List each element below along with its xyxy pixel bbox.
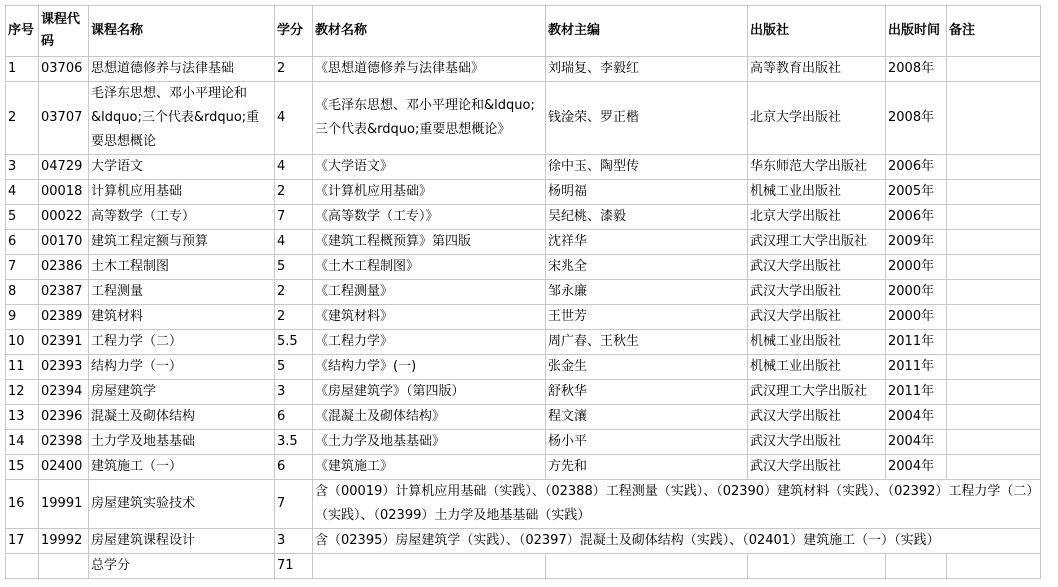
cell-name: 大学语文 bbox=[89, 155, 275, 180]
cell-publisher: 武汉理工大学出版社 bbox=[748, 380, 886, 405]
cell-publisher: 机械工业出版社 bbox=[748, 180, 886, 205]
cell-code: 19991 bbox=[39, 480, 89, 529]
cell-credit: 5.5 bbox=[275, 330, 313, 355]
cell-date: 2009年 bbox=[886, 230, 947, 255]
cell-credit: 4 bbox=[275, 155, 313, 180]
cell-credit: 2 bbox=[275, 180, 313, 205]
cell-code: 02391 bbox=[39, 330, 89, 355]
cell-book: 《建筑材料》 bbox=[313, 305, 546, 330]
header-editor: 教材主编 bbox=[546, 6, 748, 57]
cell-book: 《房屋建筑学》（第四版） bbox=[313, 380, 546, 405]
cell-publisher: 机械工业出版社 bbox=[748, 330, 886, 355]
cell-no bbox=[6, 554, 39, 579]
cell-editor bbox=[546, 554, 748, 579]
cell-credit: 7 bbox=[275, 480, 313, 529]
cell-book: 《土木工程制图》 bbox=[313, 255, 546, 280]
cell-credit: 7 bbox=[275, 205, 313, 230]
cell-book: 《结构力学》(一) bbox=[313, 355, 546, 380]
cell-editor: 舒秋华 bbox=[546, 380, 748, 405]
cell-no: 14 bbox=[6, 430, 39, 455]
table-row bbox=[6, 82, 1041, 155]
cell-date: 2004年 bbox=[886, 430, 947, 455]
cell-remark bbox=[947, 82, 1041, 155]
cell-name: 房屋建筑实验技术 bbox=[89, 480, 275, 529]
cell-code: 03706 bbox=[39, 57, 89, 82]
cell-name: 工程力学（二） bbox=[89, 330, 275, 355]
cell-no: 8 bbox=[6, 280, 39, 305]
cell-editor: 吴纪桃、漆毅 bbox=[546, 205, 748, 230]
cell-code: 02387 bbox=[39, 280, 89, 305]
cell-no: 15 bbox=[6, 455, 39, 480]
cell-name: 高等数学（工专） bbox=[89, 205, 275, 230]
cell-credit: 5 bbox=[275, 255, 313, 280]
cell-name: 毛泽东思想、邓小平理论和&ldquo;三个代表&rdquo;重要思想概论 bbox=[89, 82, 275, 155]
cell-publisher: 华东师范大学出版社 bbox=[748, 155, 886, 180]
table-row bbox=[6, 330, 1041, 355]
course-table bbox=[5, 5, 1041, 579]
cell-credit: 2 bbox=[275, 57, 313, 82]
cell-remark bbox=[947, 180, 1041, 205]
cell-no: 7 bbox=[6, 255, 39, 280]
cell-book: 《混凝土及砌体结构》 bbox=[313, 405, 546, 430]
table-row bbox=[6, 380, 1041, 405]
cell-publisher: 北京大学出版社 bbox=[748, 205, 886, 230]
cell-book: 《高等数学（工专）》 bbox=[313, 205, 546, 230]
cell-code bbox=[39, 554, 89, 579]
cell-credit: 3 bbox=[275, 380, 313, 405]
cell-date: 2011年 bbox=[886, 380, 947, 405]
cell-date: 2005年 bbox=[886, 180, 947, 205]
cell-credit: 3 bbox=[275, 529, 313, 554]
cell-no: 11 bbox=[6, 355, 39, 380]
cell-date: 2006年 bbox=[886, 155, 947, 180]
cell-editor: 王世芳 bbox=[546, 305, 748, 330]
cell-no: 17 bbox=[6, 529, 39, 554]
cell-book: 《工程力学》 bbox=[313, 330, 546, 355]
cell-code: 02389 bbox=[39, 305, 89, 330]
table-row bbox=[6, 155, 1041, 180]
cell-remark bbox=[947, 280, 1041, 305]
cell-code: 04729 bbox=[39, 155, 89, 180]
cell-code: 02400 bbox=[39, 455, 89, 480]
cell-name: 房屋建筑学 bbox=[89, 380, 275, 405]
header-publisher: 出版社 bbox=[748, 6, 886, 57]
cell-name: 建筑材料 bbox=[89, 305, 275, 330]
cell-code: 02393 bbox=[39, 355, 89, 380]
cell-name: 土力学及地基基础 bbox=[89, 430, 275, 455]
cell-no: 1 bbox=[6, 57, 39, 82]
cell-remark bbox=[947, 255, 1041, 280]
table-row bbox=[6, 57, 1041, 82]
cell-code: 03707 bbox=[39, 82, 89, 155]
header-book: 教材名称 bbox=[313, 6, 546, 57]
cell-editor: 杨小平 bbox=[546, 430, 748, 455]
cell-no: 13 bbox=[6, 405, 39, 430]
table-row bbox=[6, 230, 1041, 255]
cell-book: 《建筑施工》 bbox=[313, 455, 546, 480]
cell-publisher: 北京大学出版社 bbox=[748, 82, 886, 155]
total-label: 总学分 bbox=[89, 554, 275, 579]
cell-remark bbox=[947, 155, 1041, 180]
cell-credit: 2 bbox=[275, 305, 313, 330]
cell-name: 建筑施工（一） bbox=[89, 455, 275, 480]
cell-no: 4 bbox=[6, 180, 39, 205]
table-row bbox=[6, 305, 1041, 330]
table-row bbox=[6, 205, 1041, 230]
cell-remark bbox=[947, 430, 1041, 455]
cell-book: 《思想道德修养与法律基础》 bbox=[313, 57, 546, 82]
cell-no: 12 bbox=[6, 380, 39, 405]
cell-date: 2000年 bbox=[886, 305, 947, 330]
cell-book: 《毛泽东思想、邓小平理论和&ldquo;三个代表&rdquo;重要思想概论》 bbox=[313, 82, 546, 155]
cell-editor: 周广春、王秋生 bbox=[546, 330, 748, 355]
table-row bbox=[6, 355, 1041, 380]
cell-remark bbox=[947, 305, 1041, 330]
cell-book: 《大学语文》 bbox=[313, 155, 546, 180]
cell-code: 02398 bbox=[39, 430, 89, 455]
cell-publisher: 高等教育出版社 bbox=[748, 57, 886, 82]
cell-code: 02394 bbox=[39, 380, 89, 405]
cell-code: 00018 bbox=[39, 180, 89, 205]
cell-remark bbox=[947, 230, 1041, 255]
cell-publisher: 武汉大学出版社 bbox=[748, 280, 886, 305]
cell-remark bbox=[947, 405, 1041, 430]
cell-code: 02386 bbox=[39, 255, 89, 280]
table-row bbox=[6, 180, 1041, 205]
cell-code: 00022 bbox=[39, 205, 89, 230]
cell-editor: 宋兆全 bbox=[546, 255, 748, 280]
cell-date: 2004年 bbox=[886, 405, 947, 430]
cell-editor: 张金生 bbox=[546, 355, 748, 380]
cell-remark bbox=[947, 330, 1041, 355]
cell-publisher: 武汉理工大学出版社 bbox=[748, 230, 886, 255]
cell-date: 2000年 bbox=[886, 280, 947, 305]
cell-remark bbox=[947, 380, 1041, 405]
cell-code: 00170 bbox=[39, 230, 89, 255]
cell-remark bbox=[947, 554, 1041, 579]
header-name: 课程名称 bbox=[89, 6, 275, 57]
cell-no: 5 bbox=[6, 205, 39, 230]
cell-book: 《工程测量》 bbox=[313, 280, 546, 305]
cell-publisher: 武汉大学出版社 bbox=[748, 455, 886, 480]
cell-publisher: 武汉大学出版社 bbox=[748, 405, 886, 430]
cell-credit: 5 bbox=[275, 355, 313, 380]
cell-remark bbox=[947, 455, 1041, 480]
cell-credit: 6 bbox=[275, 455, 313, 480]
table-row bbox=[6, 480, 1041, 529]
cell-editor: 邹永廉 bbox=[546, 280, 748, 305]
header-remark: 备注 bbox=[947, 6, 1041, 57]
cell-date: 2006年 bbox=[886, 205, 947, 230]
cell-date bbox=[886, 554, 947, 579]
table-header-row bbox=[6, 6, 1041, 57]
cell-note: 含（00019）计算机应用基础（实践）、（02388）工程测量（实践）、（02390）建筑材料（实践）、（02392）工程力学（二）（实践）、（02399）土力学及地基基础（实践） bbox=[313, 480, 1041, 529]
cell-date: 2008年 bbox=[886, 82, 947, 155]
header-no: 序号 bbox=[6, 6, 39, 57]
cell-editor: 徐中玉、陶型传 bbox=[546, 155, 748, 180]
header-credit: 学分 bbox=[275, 6, 313, 57]
cell-no: 16 bbox=[6, 480, 39, 529]
cell-book bbox=[313, 554, 546, 579]
cell-no: 3 bbox=[6, 155, 39, 180]
cell-editor: 方先和 bbox=[546, 455, 748, 480]
cell-name: 土木工程制图 bbox=[89, 255, 275, 280]
table-row bbox=[6, 430, 1041, 455]
cell-credit: 4 bbox=[275, 230, 313, 255]
cell-remark bbox=[947, 355, 1041, 380]
cell-date: 2011年 bbox=[886, 330, 947, 355]
cell-name: 混凝土及砌体结构 bbox=[89, 405, 275, 430]
cell-note: 含（02395）房屋建筑学（实践）、（02397）混凝土及砌体结构（实践）、（02401）建筑施工（一）（实践） bbox=[313, 529, 1041, 554]
cell-publisher: 武汉大学出版社 bbox=[748, 305, 886, 330]
cell-publisher bbox=[748, 554, 886, 579]
cell-book: 《土力学及地基基础》 bbox=[313, 430, 546, 455]
cell-no: 6 bbox=[6, 230, 39, 255]
cell-name: 结构力学（一） bbox=[89, 355, 275, 380]
cell-no: 10 bbox=[6, 330, 39, 355]
cell-editor: 沈祥华 bbox=[546, 230, 748, 255]
cell-date: 2000年 bbox=[886, 255, 947, 280]
cell-date: 2011年 bbox=[886, 355, 947, 380]
header-date: 出版时间 bbox=[886, 6, 947, 57]
cell-code: 02396 bbox=[39, 405, 89, 430]
total-credit: 71 bbox=[275, 554, 313, 579]
cell-name: 思想道德修养与法律基础 bbox=[89, 57, 275, 82]
cell-no: 2 bbox=[6, 82, 39, 155]
cell-remark bbox=[947, 57, 1041, 82]
cell-credit: 6 bbox=[275, 405, 313, 430]
cell-book: 《建筑工程概预算》第四版 bbox=[313, 230, 546, 255]
table-row bbox=[6, 529, 1041, 554]
cell-credit: 3.5 bbox=[275, 430, 313, 455]
cell-publisher: 机械工业出版社 bbox=[748, 355, 886, 380]
cell-no: 9 bbox=[6, 305, 39, 330]
cell-editor: 刘瑞复、李毅红 bbox=[546, 57, 748, 82]
cell-publisher: 武汉大学出版社 bbox=[748, 430, 886, 455]
total-row bbox=[6, 554, 1041, 579]
cell-name: 建筑工程定额与预算 bbox=[89, 230, 275, 255]
cell-book: 《计算机应用基础》 bbox=[313, 180, 546, 205]
table-row bbox=[6, 405, 1041, 430]
cell-credit: 2 bbox=[275, 280, 313, 305]
cell-editor: 程文瀼 bbox=[546, 405, 748, 430]
cell-credit: 4 bbox=[275, 82, 313, 155]
cell-publisher: 武汉大学出版社 bbox=[748, 255, 886, 280]
cell-remark bbox=[947, 205, 1041, 230]
table-row bbox=[6, 255, 1041, 280]
cell-editor: 杨明福 bbox=[546, 180, 748, 205]
cell-editor: 钱淦荣、罗正楷 bbox=[546, 82, 748, 155]
cell-date: 2004年 bbox=[886, 455, 947, 480]
table-row bbox=[6, 280, 1041, 305]
cell-name: 计算机应用基础 bbox=[89, 180, 275, 205]
cell-code: 19992 bbox=[39, 529, 89, 554]
header-code: 课程代码 bbox=[39, 6, 89, 57]
cell-name: 房屋建筑课程设计 bbox=[89, 529, 275, 554]
cell-name: 工程测量 bbox=[89, 280, 275, 305]
table-row bbox=[6, 455, 1041, 480]
cell-date: 2008年 bbox=[886, 57, 947, 82]
